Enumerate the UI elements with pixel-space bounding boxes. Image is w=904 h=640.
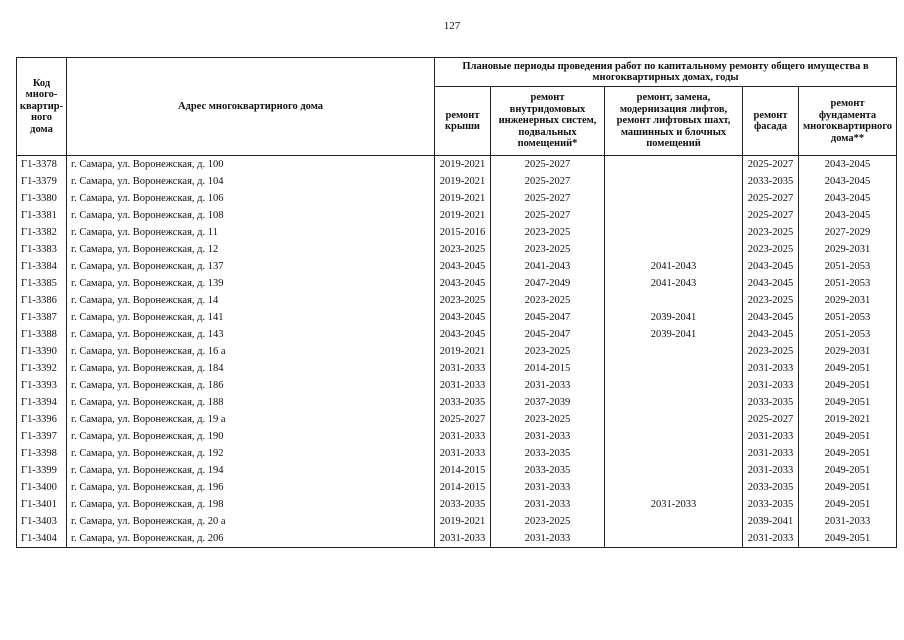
cell-systems: 2033-2035	[491, 462, 605, 479]
cell-systems: 2031-2033	[491, 428, 605, 445]
cell-lifts	[605, 173, 743, 190]
cell-facade: 2043-2045	[743, 275, 799, 292]
cell-lifts	[605, 462, 743, 479]
cell-address: г. Самара, ул. Воронежская, д. 16 а	[67, 343, 435, 360]
cell-systems: 2023-2025	[491, 513, 605, 530]
cell-address: г. Самара, ул. Воронежская, д. 104	[67, 173, 435, 190]
cell-code: Г1-3383	[17, 241, 67, 258]
cell-roof: 2031-2033	[435, 360, 491, 377]
cell-lifts	[605, 292, 743, 309]
cell-foundation: 2051-2053	[799, 326, 897, 343]
cell-foundation: 2051-2053	[799, 275, 897, 292]
cell-roof: 2033-2035	[435, 496, 491, 513]
cell-roof: 2031-2033	[435, 377, 491, 394]
cell-code: Г1-3384	[17, 258, 67, 275]
cell-address: г. Самара, ул. Воронежская, д. 14	[67, 292, 435, 309]
table-row	[17, 258, 897, 275]
cell-facade: 2043-2045	[743, 309, 799, 326]
cell-lifts	[605, 428, 743, 445]
cell-foundation: 2049-2051	[799, 530, 897, 548]
cell-roof: 2033-2035	[435, 394, 491, 411]
table-row	[17, 411, 897, 428]
cell-lifts	[605, 207, 743, 224]
table-row	[17, 496, 897, 513]
cell-code: Г1-3390	[17, 343, 67, 360]
cell-lifts	[605, 241, 743, 258]
cell-foundation: 2029-2031	[799, 343, 897, 360]
cell-lifts	[605, 445, 743, 462]
cell-systems: 2031-2033	[491, 377, 605, 394]
cell-code: Г1-3396	[17, 411, 67, 428]
table-row	[17, 326, 897, 343]
cell-foundation: 2049-2051	[799, 445, 897, 462]
table-row	[17, 360, 897, 377]
cell-facade: 2023-2025	[743, 241, 799, 258]
cell-facade: 2023-2025	[743, 343, 799, 360]
header-systems: ремонт внутридомовых инженерных систем, подвальных помещений*	[491, 87, 605, 156]
cell-address: г. Самара, ул. Воронежская, д. 139	[67, 275, 435, 292]
cell-address: г. Самара, ул. Воронежская, д. 186	[67, 377, 435, 394]
table-row	[17, 394, 897, 411]
cell-systems: 2031-2033	[491, 496, 605, 513]
cell-address: г. Самара, ул. Воронежская, д. 190	[67, 428, 435, 445]
cell-address: г. Самара, ул. Воронежская, д. 192	[67, 445, 435, 462]
cell-facade: 2025-2027	[743, 190, 799, 207]
table-row	[17, 224, 897, 241]
cell-lifts	[605, 394, 743, 411]
cell-foundation: 2029-2031	[799, 292, 897, 309]
cell-roof: 2014-2015	[435, 479, 491, 496]
cell-address: г. Самара, ул. Воронежская, д. 106	[67, 190, 435, 207]
cell-address: г. Самара, ул. Воронежская, д. 196	[67, 479, 435, 496]
cell-systems: 2025-2027	[491, 207, 605, 224]
cell-facade: 2039-2041	[743, 513, 799, 530]
cell-systems: 2023-2025	[491, 343, 605, 360]
capital-repair-table	[16, 57, 897, 548]
table-row	[17, 479, 897, 496]
cell-foundation: 2051-2053	[799, 258, 897, 275]
cell-foundation: 2043-2045	[799, 156, 897, 174]
cell-facade: 2023-2025	[743, 224, 799, 241]
header-roof: ремонт крыши	[435, 87, 491, 156]
cell-lifts	[605, 513, 743, 530]
cell-facade: 2031-2033	[743, 377, 799, 394]
cell-roof: 2031-2033	[435, 445, 491, 462]
cell-roof: 2019-2021	[435, 190, 491, 207]
cell-foundation: 2049-2051	[799, 360, 897, 377]
cell-facade: 2033-2035	[743, 479, 799, 496]
cell-code: Г1-3378	[17, 156, 67, 174]
cell-foundation: 2043-2045	[799, 173, 897, 190]
cell-lifts	[605, 479, 743, 496]
cell-code: Г1-3392	[17, 360, 67, 377]
cell-lifts	[605, 343, 743, 360]
cell-lifts: 2041-2043	[605, 258, 743, 275]
cell-foundation: 2049-2051	[799, 428, 897, 445]
cell-code: Г1-3380	[17, 190, 67, 207]
cell-facade: 2031-2033	[743, 360, 799, 377]
cell-roof: 2019-2021	[435, 513, 491, 530]
table-row	[17, 173, 897, 190]
cell-foundation: 2049-2051	[799, 462, 897, 479]
table-row	[17, 343, 897, 360]
table-row	[17, 513, 897, 530]
cell-roof: 2015-2016	[435, 224, 491, 241]
cell-roof: 2043-2045	[435, 309, 491, 326]
cell-address: г. Самара, ул. Воронежская, д. 188	[67, 394, 435, 411]
table-row	[17, 190, 897, 207]
cell-foundation: 2019-2021	[799, 411, 897, 428]
cell-facade: 2033-2035	[743, 173, 799, 190]
table-row	[17, 462, 897, 479]
header-address: Адрес многоквартирного дома	[67, 58, 435, 156]
cell-code: Г1-3393	[17, 377, 67, 394]
cell-address: г. Самара, ул. Воронежская, д. 100	[67, 156, 435, 174]
cell-roof: 2031-2033	[435, 530, 491, 548]
cell-foundation: 2049-2051	[799, 394, 897, 411]
cell-lifts	[605, 156, 743, 174]
page-number: 127	[443, 20, 461, 32]
cell-roof: 2043-2045	[435, 326, 491, 343]
cell-facade: 2033-2035	[743, 496, 799, 513]
header-periods: Плановые периоды проведения работ по капитальному ремонту общего имущества в многоквартирных домах, годы	[435, 58, 897, 87]
cell-foundation: 2027-2029	[799, 224, 897, 241]
cell-code: Г1-3379	[17, 173, 67, 190]
cell-systems: 2031-2033	[491, 479, 605, 496]
cell-systems: 2023-2025	[491, 241, 605, 258]
cell-foundation: 2049-2051	[799, 496, 897, 513]
cell-lifts: 2039-2041	[605, 309, 743, 326]
cell-systems: 2023-2025	[491, 292, 605, 309]
cell-code: Г1-3394	[17, 394, 67, 411]
cell-facade: 2043-2045	[743, 326, 799, 343]
table-row	[17, 156, 897, 174]
cell-foundation: 2051-2053	[799, 309, 897, 326]
cell-lifts: 2039-2041	[605, 326, 743, 343]
cell-facade: 2043-2045	[743, 258, 799, 275]
cell-lifts	[605, 224, 743, 241]
table-row	[17, 530, 897, 548]
cell-code: Г1-3404	[17, 530, 67, 548]
cell-lifts: 2031-2033	[605, 496, 743, 513]
cell-roof: 2043-2045	[435, 275, 491, 292]
table-row	[17, 292, 897, 309]
cell-code: Г1-3388	[17, 326, 67, 343]
cell-code: Г1-3397	[17, 428, 67, 445]
cell-lifts	[605, 411, 743, 428]
cell-systems: 2014-2015	[491, 360, 605, 377]
cell-code: Г1-3381	[17, 207, 67, 224]
cell-roof: 2025-2027	[435, 411, 491, 428]
cell-systems: 2045-2047	[491, 309, 605, 326]
cell-roof: 2019-2021	[435, 207, 491, 224]
cell-address: г. Самара, ул. Воронежская, д. 206	[67, 530, 435, 548]
cell-foundation: 2031-2033	[799, 513, 897, 530]
table-row	[17, 445, 897, 462]
cell-facade: 2023-2025	[743, 292, 799, 309]
cell-systems: 2023-2025	[491, 224, 605, 241]
cell-address: г. Самара, ул. Воронежская, д. 12	[67, 241, 435, 258]
cell-lifts: 2041-2043	[605, 275, 743, 292]
cell-roof: 2031-2033	[435, 428, 491, 445]
table-row	[17, 275, 897, 292]
cell-roof: 2023-2025	[435, 292, 491, 309]
cell-code: Г1-3387	[17, 309, 67, 326]
cell-address: г. Самара, ул. Воронежская, д. 137	[67, 258, 435, 275]
cell-address: г. Самара, ул. Воронежская, д. 19 а	[67, 411, 435, 428]
cell-facade: 2025-2027	[743, 207, 799, 224]
cell-roof: 2043-2045	[435, 258, 491, 275]
cell-foundation: 2049-2051	[799, 377, 897, 394]
cell-systems: 2031-2033	[491, 530, 605, 548]
cell-address: г. Самара, ул. Воронежская, д. 141	[67, 309, 435, 326]
cell-lifts	[605, 530, 743, 548]
cell-foundation: 2043-2045	[799, 190, 897, 207]
cell-code: Г1-3403	[17, 513, 67, 530]
cell-code: Г1-3400	[17, 479, 67, 496]
cell-systems: 2037-2039	[491, 394, 605, 411]
cell-foundation: 2049-2051	[799, 479, 897, 496]
header-facade: ремонт фасада	[743, 87, 799, 156]
cell-systems: 2023-2025	[491, 411, 605, 428]
cell-code: Г1-3382	[17, 224, 67, 241]
header-foundation: ремонт фундамента многоквартирного дома**	[799, 87, 897, 156]
cell-systems: 2033-2035	[491, 445, 605, 462]
table-body	[17, 156, 897, 548]
cell-systems: 2041-2043	[491, 258, 605, 275]
cell-systems: 2025-2027	[491, 173, 605, 190]
cell-facade: 2031-2033	[743, 428, 799, 445]
cell-code: Г1-3399	[17, 462, 67, 479]
cell-roof: 2023-2025	[435, 241, 491, 258]
table-row	[17, 309, 897, 326]
cell-facade: 2031-2033	[743, 530, 799, 548]
cell-facade: 2025-2027	[743, 411, 799, 428]
cell-systems: 2025-2027	[491, 156, 605, 174]
cell-address: г. Самара, ул. Воронежская, д. 143	[67, 326, 435, 343]
cell-address: г. Самара, ул. Воронежская, д. 108	[67, 207, 435, 224]
cell-address: г. Самара, ул. Воронежская, д. 194	[67, 462, 435, 479]
cell-foundation: 2043-2045	[799, 207, 897, 224]
table-row	[17, 207, 897, 224]
cell-facade: 2033-2035	[743, 394, 799, 411]
cell-code: Г1-3401	[17, 496, 67, 513]
cell-facade: 2031-2033	[743, 462, 799, 479]
cell-roof: 2019-2021	[435, 173, 491, 190]
cell-address: г. Самара, ул. Воронежская, д. 184	[67, 360, 435, 377]
cell-code: Г1-3386	[17, 292, 67, 309]
cell-address: г. Самара, ул. Воронежская, д. 11	[67, 224, 435, 241]
cell-roof: 2014-2015	[435, 462, 491, 479]
cell-address: г. Самара, ул. Воронежская, д. 20 а	[67, 513, 435, 530]
cell-facade: 2031-2033	[743, 445, 799, 462]
cell-systems: 2025-2027	[491, 190, 605, 207]
cell-code: Г1-3398	[17, 445, 67, 462]
table-row	[17, 241, 897, 258]
cell-lifts	[605, 190, 743, 207]
cell-lifts	[605, 360, 743, 377]
table-row	[17, 377, 897, 394]
cell-address: г. Самара, ул. Воронежская, д. 198	[67, 496, 435, 513]
cell-foundation: 2029-2031	[799, 241, 897, 258]
cell-systems: 2047-2049	[491, 275, 605, 292]
header-lifts: ремонт, замена, модернизация лифтов, ремонт лифтовых шахт, машинных и блочных помещений	[605, 87, 743, 156]
cell-roof: 2019-2021	[435, 156, 491, 174]
header-code: Код много-квартир-ного дома	[17, 58, 67, 156]
table-row	[17, 428, 897, 445]
cell-roof: 2019-2021	[435, 343, 491, 360]
cell-facade: 2025-2027	[743, 156, 799, 174]
cell-code: Г1-3385	[17, 275, 67, 292]
cell-lifts	[605, 377, 743, 394]
cell-systems: 2045-2047	[491, 326, 605, 343]
